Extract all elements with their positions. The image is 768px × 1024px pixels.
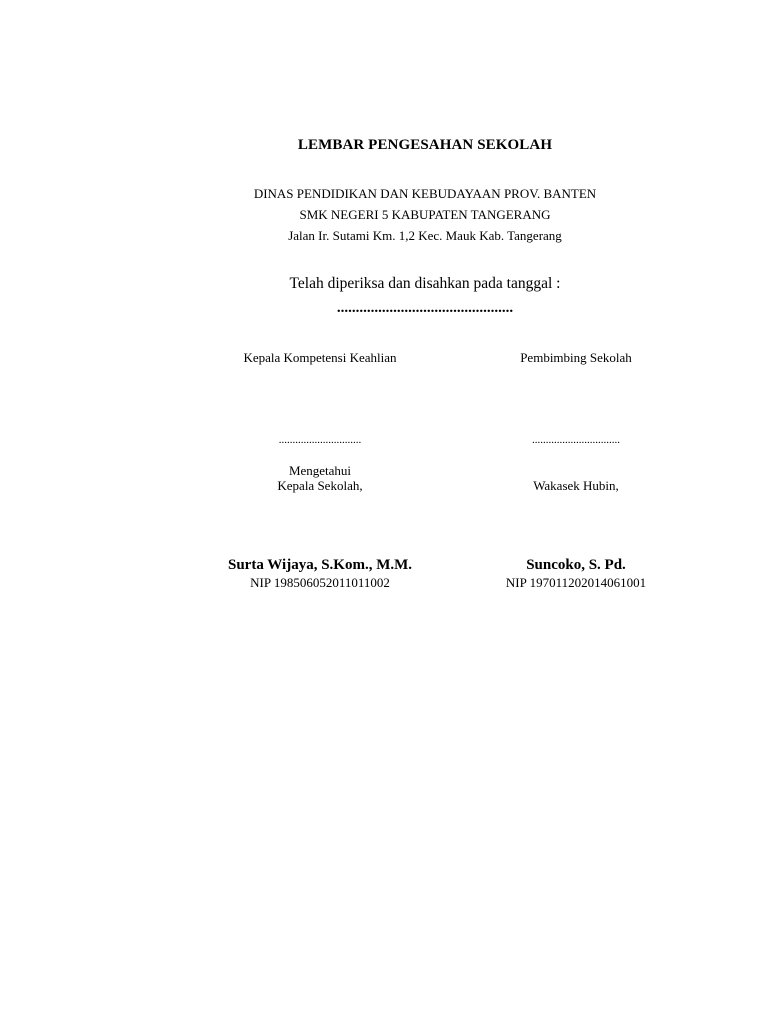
institution-school: SMK NEGERI 5 KABUPATEN TANGERANG (299, 207, 551, 222)
signature-placeholder-left: .............................. (278, 434, 362, 446)
institution-department: DINAS PENDIDIKAN DAN KEBUDAYAAN PROV. BANTEN (253, 186, 597, 201)
signature-placeholder-right: ................................ (532, 434, 620, 446)
role-kepala-sekolah: Kepala Sekolah, (277, 478, 363, 493)
signatory-name-left: Surta Wijaya, S.Kom., M.M. (227, 557, 413, 573)
institution-address: Jalan Ir. Sutami Km. 1,2 Kec. Mauk Kab. Tangerang (288, 228, 562, 243)
role-kepala-kompetensi: Kepala Kompetensi Keahlian (243, 350, 397, 365)
role-pembimbing-sekolah: Pembimbing Sekolah (520, 350, 632, 365)
document-title: LEMBAR PENGESAHAN SEKOLAH (297, 137, 553, 153)
signatory-nip-right: NIP 197011202014061001 (505, 575, 647, 590)
approval-statement: Telah diperiksa dan disahkan pada tanggal : (289, 275, 561, 292)
role-wakasek-hubin: Wakasek Hubin, (533, 478, 619, 493)
signatory-name-right: Suncoko, S. Pd. (526, 557, 626, 573)
signatory-nip-left: NIP 198506052011011002 (250, 575, 390, 590)
approval-date-placeholder: ............................................... (336, 300, 514, 316)
acknowledged-label: Mengetahui (288, 463, 352, 478)
